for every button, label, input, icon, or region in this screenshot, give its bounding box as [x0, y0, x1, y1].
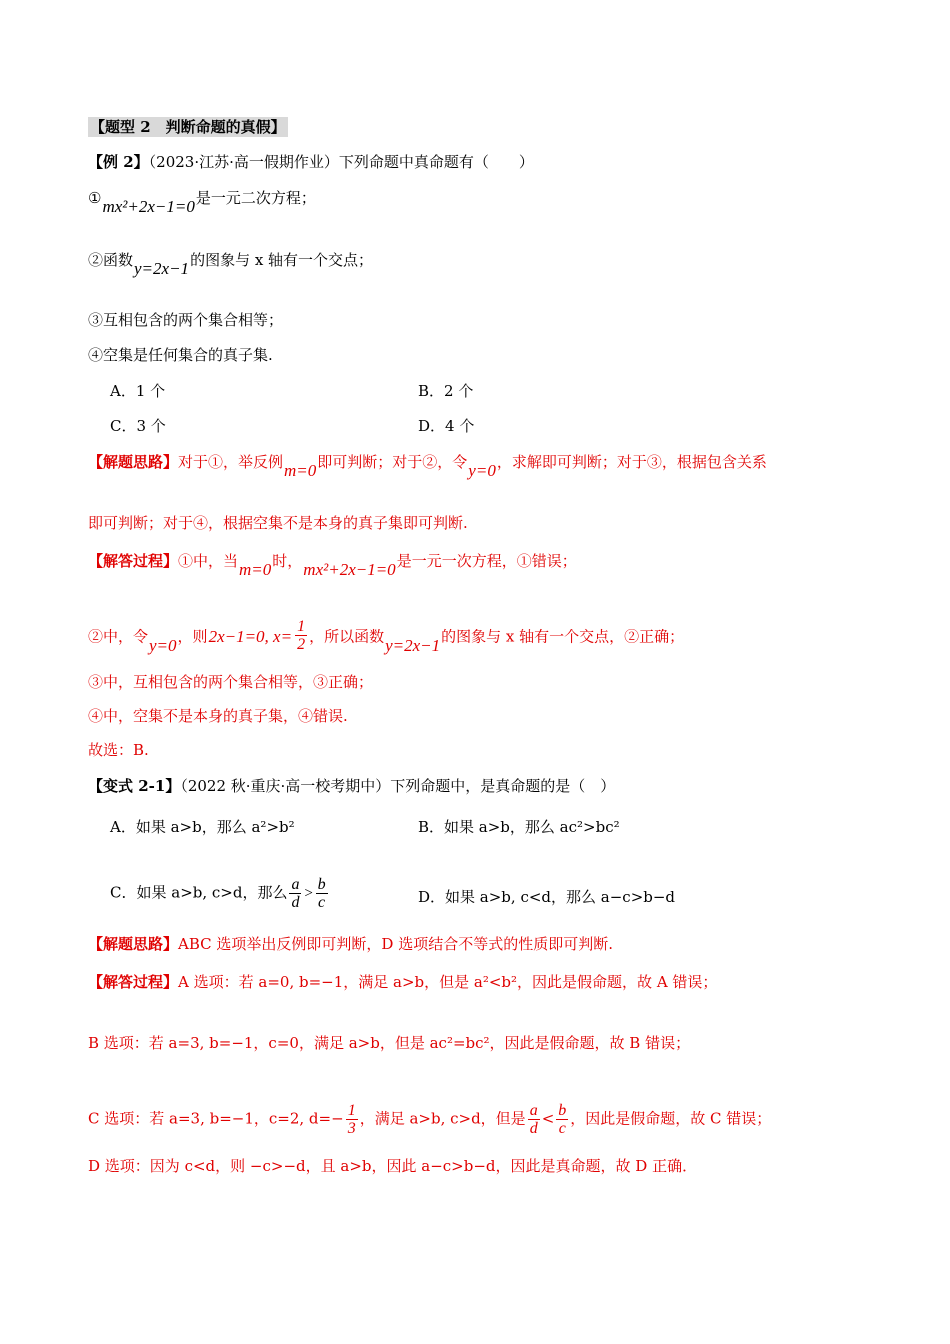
variant-option-c: C．如果 a>b, c>d，那么 $\frac{a}{d}$ > $\frac{b}{c}$ [110, 876, 326, 911]
variant-question: 【变式 2-1】（2022 秋·重庆·高一校考期中）下列命题中，是真命题的是（ ） [88, 777, 616, 795]
example-question: 【例 2】（2023·江苏·高一假期作业）下列命题中真命题有（ ） [88, 153, 534, 171]
variant-option-a: A．如果 a>b，那么 a²>b² [110, 818, 295, 836]
option-c: C．3 个 [110, 417, 166, 435]
proc-line-1: 【解答过程】①中，当m=0时，mx²+2x−1=0是一元一次方程，①错误； [88, 552, 577, 579]
variant-option-d: D．如果 a>b, c<d，那么 a−c>b−d [418, 888, 676, 906]
proc-line-4: ④中，空集不是本身的真子集，④错误. [88, 707, 348, 725]
proc-line-2: ②中，令y=0，则2x−1=0, x= $\frac{1}{2}$ ，所以函数y=2x−1的图象与 x 轴有一个交点，②正确； [88, 618, 685, 655]
variant-idea: 【解题思路】ABC 选项举出反例即可判断，D 选项结合不等式的性质即可判断. [88, 935, 613, 953]
variant-proc-d: D 选项：因为 c<d，则 −c>−d，且 a>b，因此 a−c>b−d，因此是真命题，故 D 正确． [88, 1157, 698, 1175]
variant-proc-label: 【解答过程】A 选项：若 a=0, b=−1，满足 a>b，但是 a²<b²，因此是假命题，故 A 错误； [88, 973, 718, 991]
idea-line-2: 即可判断；对于④，根据空集不是本身的真子集即可判断. [88, 514, 468, 532]
proc-line-3: ③中，互相包含的两个集合相等，③正确； [88, 673, 374, 691]
statement-3: ③互相包含的两个集合相等； [88, 311, 284, 329]
idea-line-1: 【解题思路】对于①，举反例m=0即可判断；对于②，令y=0，求解即可判断；对于③，根据包含关系 [88, 453, 767, 480]
option-d: D．4 个 [418, 417, 475, 435]
option-b: B．2 个 [418, 382, 474, 400]
answer: 故选：B. [88, 741, 149, 759]
statement-2: ②函数y=2x−1的图象与 x 轴有一个交点； [88, 251, 374, 278]
section-title [88, 117, 288, 137]
statement-4: ④空集是任何集合的真子集. [88, 346, 273, 364]
variant-proc-c: C 选项：若 a=3, b=−1，c=2, d=− $\frac{1}{3}$ ，满足 a>b, c>d，但是 $\frac{a}{d}$ < $\frac{b}{c}$ ，因此是假命题，故 C 错误； [88, 1102, 772, 1137]
variant-option-b: B．如果 a>b，那么 ac²>bc² [418, 818, 620, 836]
option-a: A．1 个 [110, 382, 166, 400]
statement-1: ①mx²+2x−1=0是一元二次方程； [88, 189, 316, 216]
fraction-one-half: $\frac{1}{2}$ [297, 618, 306, 653]
section-title-text: 【题型 2 判断命题的真假】 [90, 118, 286, 136]
variant-proc-b: B 选项：若 a=3, b=−1，c=0，满足 a>b，但是 ac²=bc²，因此是假命题，故 B 错误； [88, 1034, 691, 1052]
